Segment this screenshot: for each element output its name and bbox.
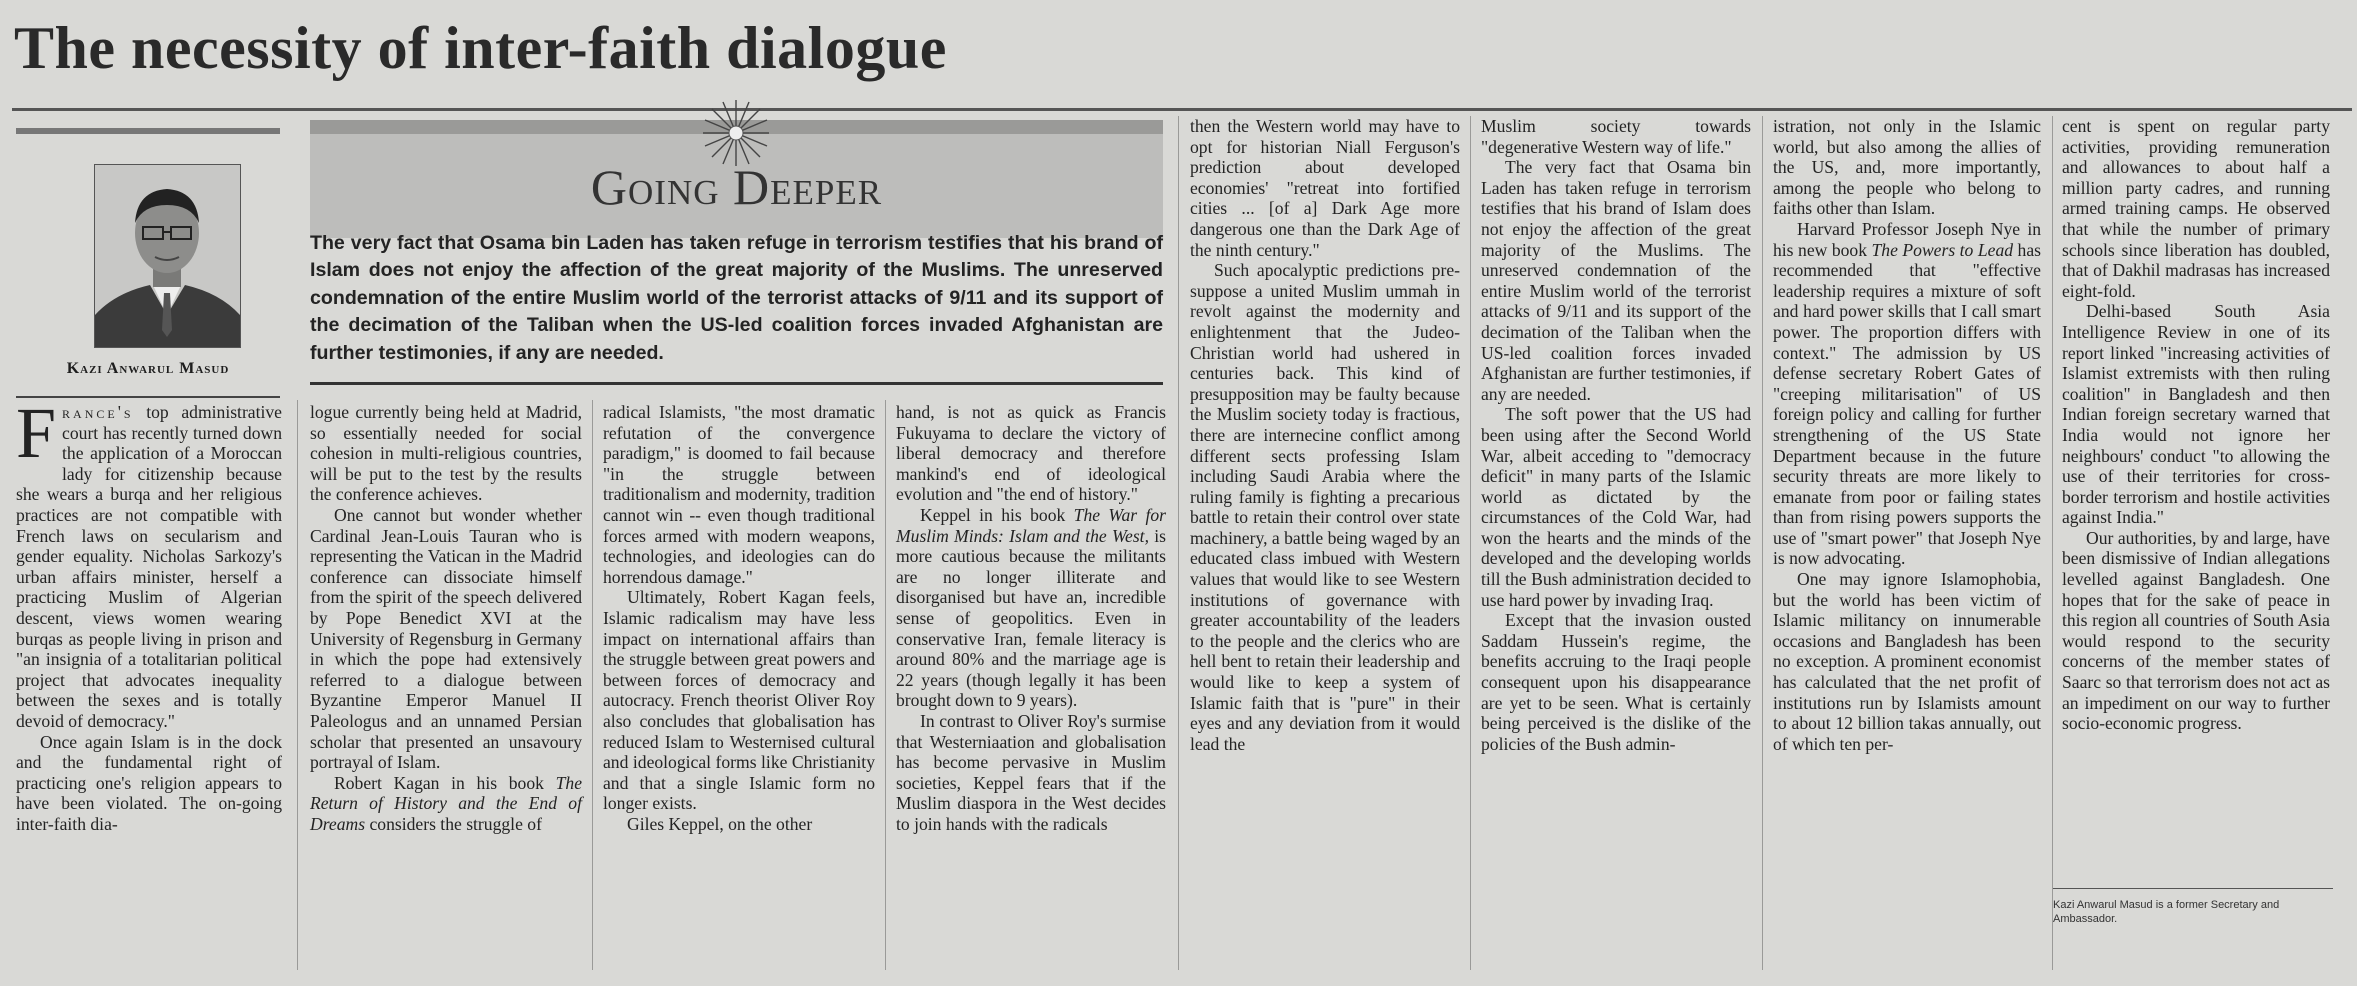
col7-paragraph-2	[1773, 219, 2041, 569]
col5-paragraph-1: then the Western world may have to opt for historian Niall Ferguson's prediction about developed economies' "retreat into fortified cities ... [of a] Dark Age more dangerous one than the Dark Age of the ninth century."	[1190, 116, 1460, 260]
column-divider	[2052, 116, 2053, 970]
going-deeper-text: The very fact that Osama bin Laden has taken refuge in terrorism testifies that his brand of Islam does not enjoy the affection of the great majority of the Muslims. The unreserved condemnation of the entire Muslim world of the terrorist attacks of 9/11 and its support of the decimation of the Taliban when the US-led coalition forces invaded Afghanistan are further testimonies, if any are needed.	[310, 232, 1163, 364]
col2-p3-text-a: Robert Kagan in his book	[334, 772, 556, 793]
column-divider	[592, 400, 593, 970]
book-title: The Powers to Lead	[1871, 239, 2014, 260]
author-portrait-image	[95, 165, 240, 347]
col6-paragraph-4: Except that the invasion ousted Saddam Hussein's regime, the benefits accruing to the Iraqi people consequent upon his disappearance are yet to be seen. What is certainly being perceived is the dislike of the policies of the Bush admin-	[1481, 610, 1751, 754]
headline: The necessity of inter-faith dialogue	[14, 15, 947, 81]
column-divider	[297, 400, 298, 970]
lead-in: rance's	[62, 402, 134, 422]
col6-paragraph-1: Muslim society towards "degenerative Western way of life."	[1481, 116, 1751, 157]
col4-paragraph-3: In contrast to Oliver Roy's surmise that Westerniaation and globalisation has become pervasive in Muslim societies, Keppel fears that if the Muslim diaspora in the West decides to join hands with the radicals	[896, 710, 1166, 834]
column-5	[1190, 116, 1460, 754]
col1-paragraph-1	[16, 393, 282, 732]
column-4	[896, 402, 1166, 834]
col2-p3-text-b: considers the struggle of	[365, 813, 542, 834]
book-title: The Return of History and the End of Dreams	[310, 772, 582, 834]
col3-paragraph-1: radical Islamists, "the most dramatic refutation of the convergence paradigm," is doomed to fail because "in the struggle between traditionalism and modernity, tradition cannot win -- even though traditional forces armed with modern weapons, technologies, and ideologies can do horrendous damage."	[603, 402, 875, 587]
col3-paragraph-2: Ultimately, Robert Kagan feels, Islamic radicalism may have less impact on international affairs than the struggle between great powers and between forces of democracy and autocracy. French theorist Oliver Roy also concludes that globalisation has reduced Islam to Westernised cultural and ideological forms like Christianity and that a single Islamic form no longer exists.	[603, 587, 875, 814]
footnote-rule	[2053, 888, 2333, 889]
col1-paragraph-2: Once again Islam is in the dock and the fundamental right of practicing one's religion appears to have been violated. The on-going inter-faith dia-	[16, 731, 282, 834]
going-deeper-box	[310, 120, 1163, 382]
column-divider	[1762, 116, 1763, 970]
col7-p2-text-a: Harvard Professor Joseph Nye in his new book	[1773, 218, 2041, 260]
author-footnote: Kazi Anwarul Masud is a former Secretary and Ambassador.	[2053, 899, 2280, 925]
column-divider	[885, 400, 886, 970]
col5-paragraph-2: Such apocalyptic predictions pre-suppose a united Muslim ummah in revolt against the modernity and enlightenment that the Judeo-Christian world had ushered in centuries back. This kind of presupposition may be faulty because the Muslim society today is fractious, there are internecine conflict among different sects professing Islam including Saudi Arabia where the ruling family is fighting a precarious battle to retain their control over state machinery, a battle being waged by an educated class imbued with Western values that would like to see Western institutions of governance with greater accountability of the leaders to the people and the clerics who are hell bent to retain their leadership and would like to keep a system of Islamic faith that is "pure" in their eyes and any deviation from it would lead the	[1190, 260, 1460, 754]
col7-paragraph-3: One may ignore Islamophobia, but the world has been victim of Islamic militancy on innumerable occasions and Bangladesh has been no exception. A prominent economist has calculated that the net profit of institutions run by Islamists amount to about 12 billion takas annually, out of which ten per-	[1773, 569, 2041, 754]
going-deeper-rule	[310, 382, 1163, 385]
column-7	[1773, 116, 2041, 754]
column-2	[310, 402, 582, 834]
dropcap: F	[16, 393, 57, 473]
column-1	[16, 393, 282, 834]
going-deeper-title: Going Deeper	[590, 159, 883, 215]
col1-p1-text: top administrative court has recently turned down the application of a Moroccan lady for citizenship because she wears a burqa and her religious practices are not compatible with French laws on secularism and gender equality. Nicholas Sarkozy's urban affairs minister, herself a practicing Muslim of Algerian descent, views women wearing burqas as people living in prison and "an insignia of a totalitarian political project that advocates inequality between the sexes and is totally devoid of democracy."	[16, 402, 282, 731]
column-divider	[1178, 116, 1179, 970]
col4-p2-text-a: Keppel in his book	[920, 504, 1074, 525]
col4-paragraph-1: hand, is not as quick as Francis Fukuyama to declare the victory of liberal democracy and therefore mankind's end of ideological evolution and "the end of history."	[896, 402, 1166, 505]
column-3	[603, 402, 875, 834]
col2-paragraph-1: logue currently being held at Madrid, so essentially needed for social cohesion in multi-religious countries, will be put to the test by the results the conference achieves.	[310, 402, 582, 505]
col8-paragraph-3: Our authorities, by and large, have been dismissive of Indian allegations levelled against Bangladesh. One hopes that for the sake of peace in this region all countries of South Asia would respond to the security concerns of the member states of Saarc so that terrorism does not act as an impediment on our way to further socio-economic progress.	[2062, 527, 2330, 734]
top-rule	[12, 108, 2352, 111]
book-title: The War for Muslim Minds: Islam and the West,	[896, 504, 1167, 546]
col3-paragraph-3: Giles Keppel, on the other	[627, 813, 813, 834]
author-portrait	[94, 164, 241, 348]
col8-paragraph-2: Delhi-based South Asia Intelligence Review in one of its report linked "increasing activities of Islamist extremists with then ruling coalition" in Bangladesh and then Indian foreign secretary warned that India would not ignore her neighbours' conduct "to allowing the use of their territories for cross-border terrorism and hostile activities against India."	[2062, 301, 2330, 528]
author-box	[16, 128, 280, 398]
col2-paragraph-3	[310, 773, 582, 835]
col7-p2-text-b: has recommended that "effective leadership requires a mixture of soft and hard power skills that I call smart power. The proportion differs with context." The admission by US defense secretary Robert Gates of "creeping militarisation" of US foreign policy and calling for further strengthening of the US State Department because in the future security threats are more likely to emanate from poor or failing states than from rising powers supports the use of "smart power" that Joseph Nye is now advocating.	[1773, 239, 2041, 569]
author-name: Kazi Anwarul Masud	[66, 360, 230, 377]
column-8	[2062, 116, 2330, 734]
col4-p2-text-b: is more cautious because the militants are no longer illiterate and disorganised but have an, incredible sense of geopolitics. Even in conservative Iran, female literacy is around 80% and the marriage age is 22 years (though legally it has been brought down to 9 years).	[896, 525, 1166, 711]
col6-paragraph-2: The very fact that Osama bin Laden has taken refuge in terrorism testifies that his brand of Islam does not enjoy the affection of the great majority of the Muslims. The unreserved condemnation of the entire Muslim world of the terrorist attacks of 9/11 and its support of the decimation of the Taliban when the US-led coalition forces invaded Afghanistan are further testimonies, if any are needed.	[1481, 157, 1751, 404]
col6-paragraph-3: The soft power that the US had been using after the Second World War, albeit acceding to "democracy deficit" in many parts of the Islamic world as dictated by the circumstances of the Cold War, had won the hearts and the minds of the developed and the developing worlds till the Bush administration decided to use hard power by invading Iraq.	[1481, 404, 1751, 610]
col2-paragraph-2: One cannot but wonder whether Cardinal Jean-Louis Tauran who is representing the Vatican in the Madrid conference can dissociate himself from the spirit of the speech delivered by Pope Benedict XVI at the University of Regensburg in Germany in which the pope had extensively referred to a dialogue between Byzantine Emperor Manuel II Paleologus and an unnamed Persian scholar that presented an unsavoury portrayal of Islam.	[310, 504, 582, 773]
column-divider	[1470, 116, 1471, 970]
col4-paragraph-2	[896, 505, 1166, 711]
column-6	[1481, 116, 1751, 754]
col7-paragraph-1: istration, not only in the Islamic world, but also among the allies of the US, and, more importantly, among the people who belong to faiths other than Islam.	[1773, 116, 2041, 219]
col8-paragraph-1: cent is spent on regular party activities, providing remuneration and allowances to about half a million party cadres, and running armed training camps. He observed that while the number of primary schools since liberation has doubled, that of Dakhil madrasas has increased eight-fold.	[2062, 116, 2330, 301]
